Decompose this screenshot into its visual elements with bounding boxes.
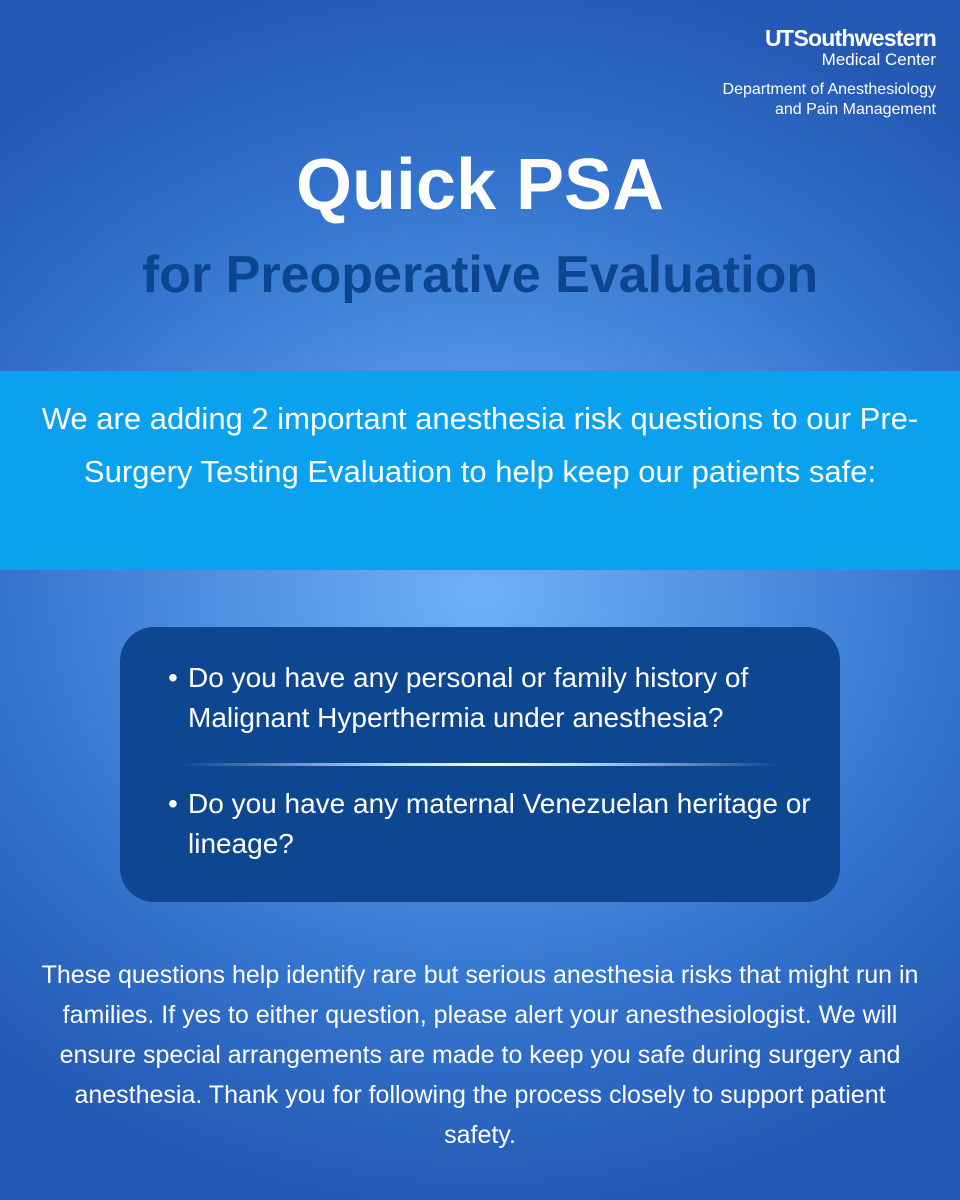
bullet-icon: • xyxy=(168,788,178,819)
announcement-text: We are adding 2 important anesthesia risk questions to our Pre-Surgery Testing Evaluation to help keep our patients safe: xyxy=(41,401,919,489)
question-text: Do you have any maternal Venezuelan heritage or lineage? xyxy=(188,788,811,859)
questions-card xyxy=(120,627,840,902)
bullet-icon: • xyxy=(168,662,178,693)
logo-ut: UT xyxy=(765,25,793,51)
logo-dept-line-2: and Pain Management xyxy=(775,101,936,118)
utsw-logo xyxy=(723,26,936,120)
logo-wordmark xyxy=(723,26,936,50)
logo-department xyxy=(723,80,936,120)
page-title: Quick PSA xyxy=(295,145,665,225)
logo-medical-center: Medical Center xyxy=(821,50,936,69)
page-subtitle: for Preoperative Evaluation xyxy=(141,246,819,304)
footer-text: These questions help identify rare but serious anesthesia risks that might run in families. If yes to either question, please alert your anesthesiologist. We will ensure special arrangements are made to keep you safe during surgery and anesthesia. Thank you for following the process closely to support patient safety. xyxy=(41,961,919,1149)
question-item xyxy=(168,784,828,864)
logo-dept-line-1: Department of Anesthesiology xyxy=(722,81,936,98)
question-divider xyxy=(180,763,780,766)
logo-southwestern: Southwestern xyxy=(793,25,936,51)
question-item xyxy=(168,658,828,738)
question-text: Do you have any personal or family history of Malignant Hyperthermia under anesthesia? xyxy=(188,662,749,733)
